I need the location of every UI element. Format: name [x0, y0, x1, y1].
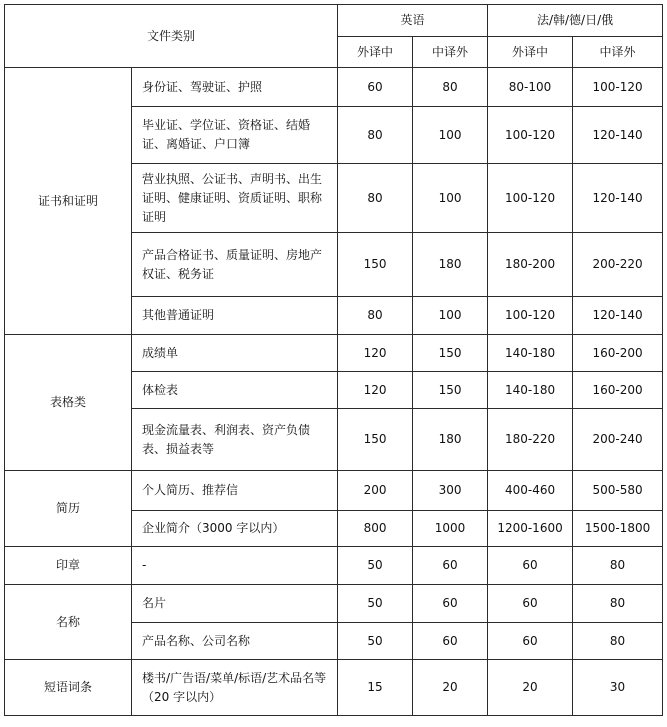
category-cell-resume: 简历 — [5, 471, 132, 547]
price-cell: 80-100 — [488, 68, 573, 107]
category-cell-names: 名称 — [5, 585, 132, 660]
price-cell: 120-140 — [573, 107, 663, 164]
price-cell: 200-220 — [573, 233, 663, 297]
price-cell: 80 — [338, 107, 413, 164]
price-cell: 60 — [488, 547, 573, 585]
price-cell: 160-200 — [573, 372, 663, 409]
price-cell: 50 — [338, 585, 413, 623]
category-cell-seal: 印章 — [5, 547, 132, 585]
item-cell: 现金流量表、利润表、资产负债表、损益表等 — [132, 409, 338, 471]
price-cell: 60 — [413, 623, 488, 660]
category-cell-certificates: 证书和证明 — [5, 68, 132, 335]
price-cell: 100-120 — [573, 68, 663, 107]
price-cell: 100-120 — [488, 164, 573, 233]
price-cell: 80 — [413, 68, 488, 107]
price-cell: 500-580 — [573, 471, 663, 511]
price-cell: 120-140 — [573, 297, 663, 335]
other-langs-header: 法/韩/德/日/俄 — [488, 5, 663, 37]
price-cell: 100-120 — [488, 107, 573, 164]
price-cell: 60 — [488, 623, 573, 660]
price-cell: 120-140 — [573, 164, 663, 233]
price-cell: 100 — [413, 297, 488, 335]
price-cell: 80 — [338, 164, 413, 233]
price-cell: 180-200 — [488, 233, 573, 297]
price-cell: 80 — [573, 623, 663, 660]
price-cell: 60 — [413, 585, 488, 623]
item-cell: 楼书/广告语/菜单/标语/艺术品名等（20 字以内） — [132, 660, 338, 716]
price-cell: 100-120 — [488, 297, 573, 335]
table-row — [5, 660, 663, 716]
price-cell: 160-200 — [573, 335, 663, 372]
table-row — [5, 68, 663, 107]
price-cell: 1000 — [413, 511, 488, 547]
item-cell: 产品名称、公司名称 — [132, 623, 338, 660]
other-foreign-to-chinese-header: 外译中 — [488, 37, 573, 68]
price-cell: 180-220 — [488, 409, 573, 471]
price-cell: 200 — [338, 471, 413, 511]
price-cell: 20 — [413, 660, 488, 716]
price-cell: 140-180 — [488, 372, 573, 409]
price-cell: 120 — [338, 372, 413, 409]
table-row — [5, 585, 663, 623]
item-cell: 营业执照、公证书、声明书、出生证明、健康证明、资质证明、职称证明 — [132, 164, 338, 233]
item-cell: 个人简历、推荐信 — [132, 471, 338, 511]
price-cell: 50 — [338, 623, 413, 660]
category-cell-forms: 表格类 — [5, 335, 132, 471]
price-cell: 80 — [573, 547, 663, 585]
price-cell: 150 — [338, 233, 413, 297]
price-cell: 180 — [413, 233, 488, 297]
price-cell: 60 — [488, 585, 573, 623]
price-cell: 80 — [338, 297, 413, 335]
price-cell: 30 — [573, 660, 663, 716]
item-cell: 其他普通证明 — [132, 297, 338, 335]
item-cell: 毕业证、学位证、资格证、结婚证、离婚证、户口簿 — [132, 107, 338, 164]
item-cell: 体检表 — [132, 372, 338, 409]
other-chinese-to-foreign-header: 中译外 — [573, 37, 663, 68]
price-cell: 120 — [338, 335, 413, 372]
item-cell: 身份证、驾驶证、护照 — [132, 68, 338, 107]
price-cell: 200-240 — [573, 409, 663, 471]
price-cell: 800 — [338, 511, 413, 547]
price-cell: 150 — [338, 409, 413, 471]
price-cell: 400-460 — [488, 471, 573, 511]
price-cell: 20 — [488, 660, 573, 716]
item-cell: 企业简介（3000 字以内） — [132, 511, 338, 547]
price-cell: 150 — [413, 335, 488, 372]
price-cell: 50 — [338, 547, 413, 585]
english-chinese-to-foreign-header: 中译外 — [413, 37, 488, 68]
item-cell: 名片 — [132, 585, 338, 623]
table-row — [5, 471, 663, 511]
price-cell: 150 — [413, 372, 488, 409]
category-cell-phrases: 短语词条 — [5, 660, 132, 716]
price-cell: 100 — [413, 164, 488, 233]
english-foreign-to-chinese-header: 外译中 — [338, 37, 413, 68]
price-cell: 80 — [573, 585, 663, 623]
price-table — [4, 4, 663, 716]
price-cell: 60 — [413, 547, 488, 585]
price-cell: 300 — [413, 471, 488, 511]
item-cell: 成绩单 — [132, 335, 338, 372]
price-cell: 100 — [413, 107, 488, 164]
item-cell: 产品合格证书、质量证明、房地产权证、税务证 — [132, 233, 338, 297]
english-header: 英语 — [338, 5, 488, 37]
table-row — [5, 335, 663, 372]
item-cell: - — [132, 547, 338, 585]
price-cell: 60 — [338, 68, 413, 107]
price-cell: 1200-1600 — [488, 511, 573, 547]
price-cell: 1500-1800 — [573, 511, 663, 547]
price-cell: 180 — [413, 409, 488, 471]
file-category-header: 文件类别 — [5, 5, 338, 68]
price-cell: 15 — [338, 660, 413, 716]
price-cell: 140-180 — [488, 335, 573, 372]
table-row — [5, 547, 663, 585]
